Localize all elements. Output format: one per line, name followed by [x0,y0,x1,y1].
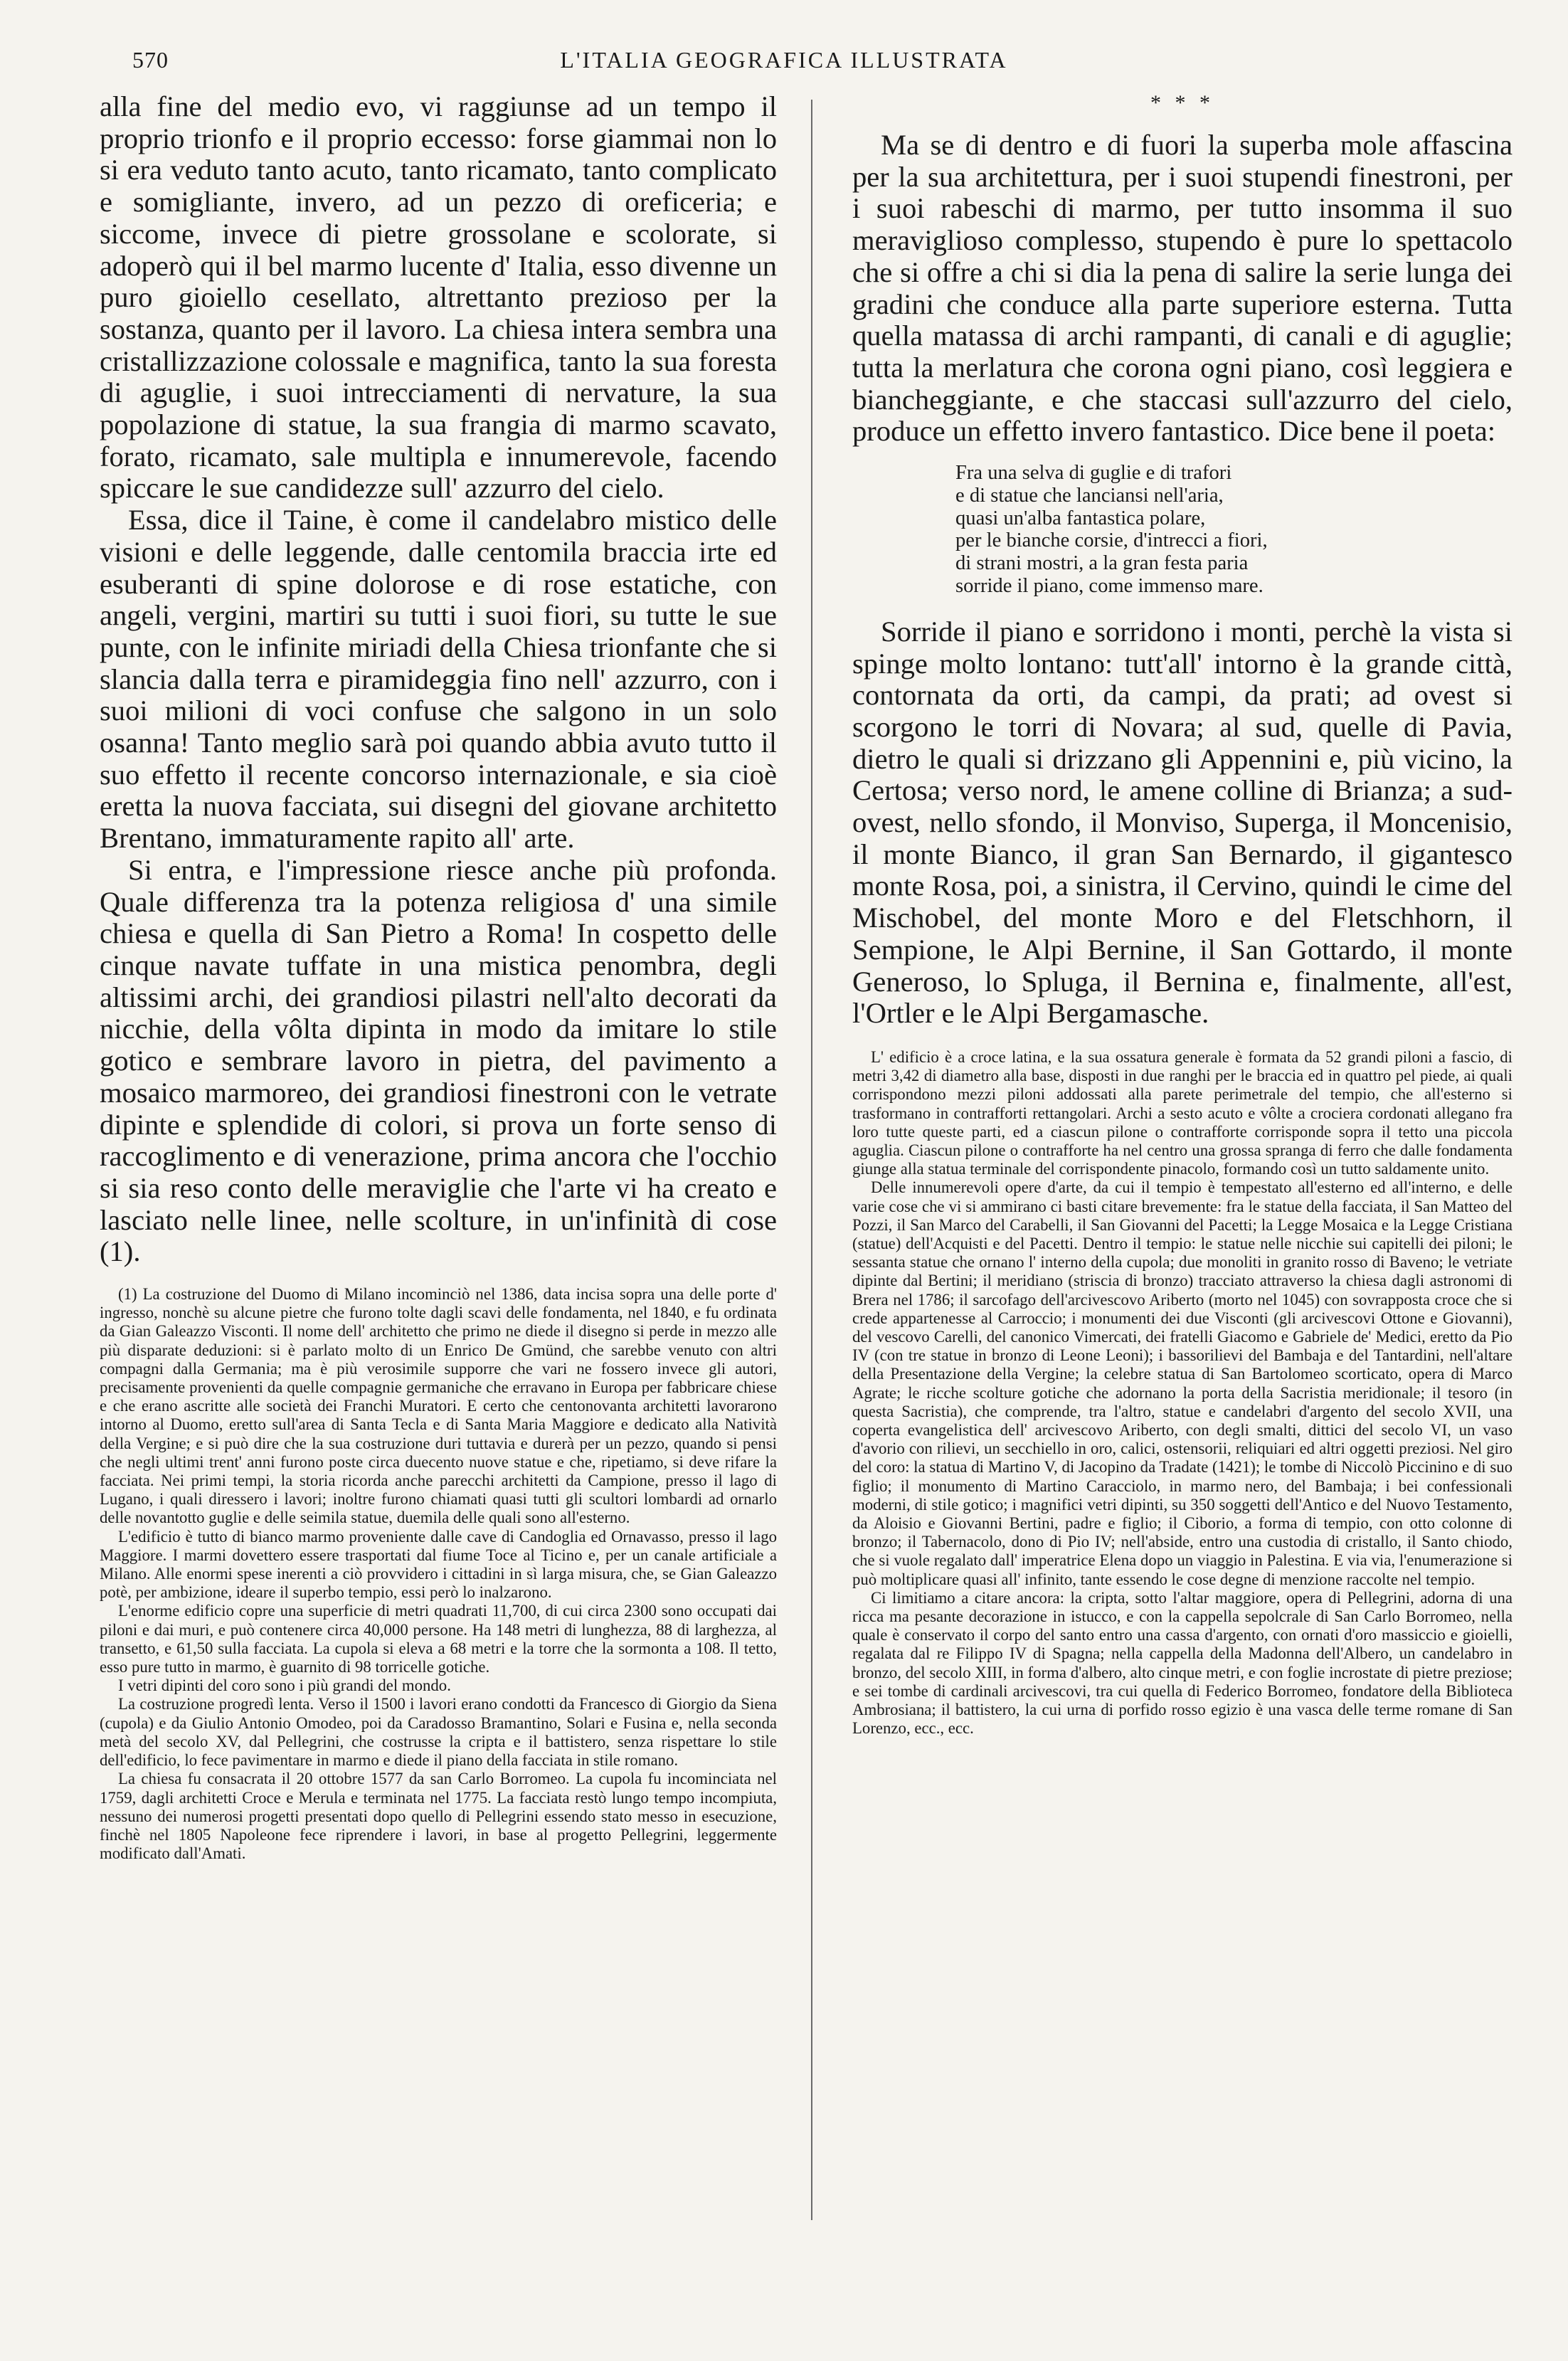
running-title: L'ITALIA GEOGRAFICA ILLUSTRATA [560,47,1008,73]
body-paragraph: alla fine del medio evo, vi raggiunse ad un tempo il proprio trionfo e il proprio eccesso: forse giammai non lo si era veduto tanto acuto, tanto ricamato, tanto complicato e somigliante, invero, ad un pezzo di oreficeria; e siccome, invece di pietre grossolane e scolorate, si adoperò qui il bel marmo lucente d' Italia, esso divenne un puro gioiello cesellato, altrettanto prezioso per la sostanza, quanto per il lavoro. La chiesa intera sembra una cristallizzazione colossale e magnifica, tanto la sua foresta di aguglie, i suoi intrecciamenti di nervature, la sua popolazione di statue, la sua frangia di marmo scavato, forato, ricamato, sale multipla e innumerevole, facendo spiccare le sue candidezze sull' azzurro del cielo. [100,91,777,505]
footnote-paragraph: Ci limitiamo a citare ancora: la cripta, sotto l'altar maggiore, opera di Pellegrini, adorna di una ricca ma pesante decorazione in istucco, e con la cappella sepolcrale di San Carlo Borromeo, nella quale è conservato il corpo del santo entro una cassa d'argento, con ornati d'oro massiccio e gioielli, regalata dal re Filippo IV di Spagna; nella cappella della Madonna dell'Albero, un candelabro in bronzo, del secolo XIII, in forma d'albero, alto cinque metri, e con foglie incrostate di pietre preziose; e sei tombe di cardinali arcivescovi, tra cui quella di Federico Borromeo, fondatore della Biblioteca Ambrosiana; il battistero, la cui urna di porfido rosso egizio è una vasca delle terme romane di San Lorenzo, ecc., ecc. [852,1588,1513,1738]
poem-line: Fra una selva di guglie e di trafori [955,462,1232,485]
body-paragraph: Ma se di dentro e di fuori la superba mole affascina per la sua architettura, per i suoi stupendi finestroni, per i suoi rabeschi di marmo, per tutto insomma il suo meraviglioso complesso, stupendo è pure lo spettacolo che si offre a chi si dia la pena di salire la serie lunga dei gradini che conduce alla parte superiore esterna. Tutta quella matassa di archi rampanti, di canali e di aguglie; tutta la merlatura che corona ogni piano, così leggiera e biancheggiante, e che staccasi sull'azzurro del cielo, produce un effetto invero fantastico. Dice bene il poeta: [852,129,1513,448]
right-footnotes [852,1048,1513,1738]
footnote-paragraph: L' edificio è a croce latina, e la sua ossatura generale è formata da 52 grandi piloni a fascio, di metri 3,42 di diametro alla base, disposti in due ranghi per le braccia ed in quattro pel piede, ai quali corrispondono mezzi piloni addossati alla parete perimetrale del tempio, che all'esterno si trasformano in contrafforti rettangolari. Archi a sesto acuto e vôlte a crociera cordonati allegano fra loro tutte queste parti, ed a ciascun pilone o contrafforte corrisponde sopra il tetto una piccola aguglia. Ciascun pilone o contrafforte ha nel centro una grossa spranga di ferro che dalle fondamenta giunge alla statua terminale del corrispondente pinacolo, formando così un tutto saldamente unito. [852,1047,1513,1178]
page-number: 570 [132,47,169,73]
poem-line: quasi un'alba fantastica polare, [955,507,1206,529]
poem-line: di strani mostri, a la gran festa paria [955,552,1249,575]
poem-quote [955,462,1513,598]
body-paragraph: Essa, dice il Taine, è come il candelabro mistico delle visioni e delle leggende, dalle centomila braccia irte ed esuberanti di spine dolorose e di rose estatiche, con angeli, vergini, martiri su tutti i suoi fiori, su tutte le sue punte, con le infinite miriadi della Chiesa trionfante che si slancia dalla terra e piramideggia fino nell' azzurro, con i suoi milioni di voci confuse che salgono in un solo osanna! Tanto meglio sarà poi quando abbia avuto tutto il suo effetto il recente concorso internazionale, e sia cioè eretta la nuova facciata, sui disegni del giovane architetto Brentano, immaturamente rapito all' arte. [100,504,777,855]
body-paragraph: Sorride il piano e sorridono i monti, perchè la vista si spinge molto lontano: tutt'all' intorno è la grande città, contornata da orti, da campi, da prati; ad ovest si scorgono le torri di Novara; al sud, quelle di Pavia, dietro le quali si drizzano gli Appennini e, più vicino, la Certosa; verso nord, le amene colline di Brianza; a sud-ovest, nello sfondo, il Monviso, Superga, il Moncenisio, il monte Bianco, il gran San Bernardo, il gigantesco monte Rosa, poi, a sinistra, il Cervino, quindi le cime del Mischobel, del monte Moro e del Fletschhorn, il Sempione, le Alpi Bernine, il San Gottardo, il monte Generoso, lo Spluga, il Bernina e, finalmente, all'est, l'Ortler e le Alpi Bergamasche. [852,615,1513,1030]
left-column [100,91,777,2283]
footnote-paragraph: (1) La costruzione del Duomo di Milano incominciò nel 1386, data incisa sopra una delle porte d' ingresso, nonchè su alcune pietre che furono tolte dagli scavi delle fondamenta, nel 1840, e fu ordinata da Gian Galeazzo Visconti. Il nome dell' architetto che primo ne diede il disegno si perde in mezzo alle più disparate deduzioni: si è parlato molto di un Enrico De Gmünd, che sarebbe venuto con altri compagni dalla Germania; ma è più verosimile supporre che vari ne fossero invece gli autori, precisamente provenienti da quelle compagnie germaniche che erravano in Europa per fabbricare chiese e che erano ascritte alle società dei Franchi Muratori. E certo che centonovanta architetti lavorarono intorno al Duomo, eretto sull'area di Santa Tecla e di Santa Maria Maggiore e dedicato alla Natività della Vergine; e si può dire che la sua costruzione duri tuttavia e durerà per un pezzo, quando si pensi che negli ultimi trent' anni furono poste circa duecento nuove statue e che, ripetiamo, si deve rifare la facciata. Nei primi tempi, la storia ricorda anche parecchi architetti da Campione, presso il lago di Lugano, i quali diressero i lavori; inoltre furono chiamati quasi tutti gli scultori lombardi ad ornarlo delle novantotto guglie e delle seimila statue, duemila delle quali sono all'esterno. [100,1285,777,1527]
poem-line: sorride il piano, come immenso mare. [955,575,1264,598]
left-body-text [100,91,777,1268]
footnote-paragraph: La chiesa fu consacrata il 20 ottobre 1577 da san Carlo Borromeo. La cupola fu incominciata nel 1759, dagli architetti Croce e Merula e terminata nel 1775. La facciata restò lungo tempo incompiuta, nessuno dei numerosi progetti presentati dopo quello di Pellegrini essendo stato messo in esecuzione, finchè nel 1805 Napoleone fece riprendere i lavori, in base al progetto Pellegrini, leggermente modificato dall'Amati. [100,1770,777,1863]
poem-line: e di statue che lanciansi nell'aria, [955,484,1224,507]
right-column [852,91,1513,2283]
footnote-paragraph: L'edificio è tutto di bianco marmo proveniente dalle cave di Candoglia ed Ornavasso, presso il lago Maggiore. I marmi dovettero essere trasportati dal fiume Toce al Ticino e, per un canale artificiale a Milano. Alle enormi spese inerenti a ciò provvidero i cittadini in sì larga misura, che, se Gian Galeazzo potè, per ambizione, ideare il superbo tempio, essi però lo inalzarono. [100,1527,777,1602]
poem-line: per le bianche corsie, d'intrecci a fiori, [955,529,1268,552]
body-paragraph: Si entra, e l'impressione riesce anche più profonda. Quale differenza tra la potenza religiosa d' una simile chiesa e quella di San Pietro a Roma! In cospetto delle cinque navate tuffate in una mistica penombra, degli altissimi archi, dei grandiosi pilastri nell'alto decorati da nicchie, della vôlta dipinta in modo da imitare lo stile gotico e sembrare lavoro in pietra, del pavimento a mosaico marmoreo, dei grandiosi finestroni con le vetrate dipinte e splendide di colori, si prova un forte senso di raccoglimento e di venerazione, prima ancora che l'occhio si sia reso conto delle meraviglie che l'arte vi ha creato e lasciato nelle linee, nelle scolture, in un'infinità di cose (1). [100,853,777,1268]
footnote-paragraph: Delle innumerevoli opere d'arte, da cui il tempio è tempestato all'esterno ed all'interno, e delle varie cose che vi si ammirano ci basti citare brevemente: fra le statue della facciata, il San Matteo del Pozzi, il San Marco del Carabelli, il San Giovanni del Pacetti; la Legge Mosaica e la Legge Cristiana (statue) dell'Acquisti e del Pacetti. Dentro il tempio: le statue nelle nicchie sui capitelli dei piloni; le sessanta statue che ornano l' interno della cupola; due monoliti in granito rosso di Baveno; le vetriate dipinte dal Bertini; il meridiano (striscia di bronzo) tracciato attraverso la chiesa dagli astronomi di Brera nel 1786; il sarcofago dell'arcivescovo Ariberto (morto nel 1045) con sovrapposta croce che si crede appartenesse al Carroccio; i monumenti dei due Visconti (gli arcivescovi Ottone e Giovanni), del vescovo Carelli, del canonico Vimercati, dei fratelli Giacomo e Gabriele de' Medici, eretto da Pio IV (con tre statue in bronzo di Leone Leoni); i bassorilievi del Bambaja e del Tantardini, nell'altare della Presentazione della Vergine; la celebre statua di San Bartolomeo scorticato, opera di Marco Agrate; le ricche scolture gotiche che adornano la porta della Sacristia meridionale; il tesoro (in questa Sacristia), che comprende, tra l'altro, statue e candelabri d'argento del secolo XVII, una coperta evangelistica dell' arcivescovo Ariberto, con degli smalti, dittici del secolo VI, un vaso d'avorio con rilievi, un secchiello in oro, calici, ostensorii, reliquiari ed altri oggetti preziosi. Nel giro del coro: la statua di Martino V, di Jacopino da Tradate (1421); le tombe di Niccolò Piccinino e di suo figlio; il monumento di Martino Caracciolo, in marmo nero, del Bambaja; i bei confessionali moderni, di stile gotico; i magnifici vetri dipinti, su 350 soggetti dell'Antico e del Nuovo Testamento, da Aloisio e Giovanni Bertini, padre e figlio; il Ciborio, a forma di tempio, con otto colonne di bronzo; il Tabernacolo, dono di Pio IV; nell'abside, entro una custodia di cristallo, il Santo chiodo, che si vuole regalato dall' imperatrice Elena dopo un viaggio in Palestina. E via via, l'enumerazione si può moltiplicare quasi all' infinito, tante essendo le cose degne di menzione raccolte nel tempio. [852,1178,1513,1588]
column-divider [811,100,812,2220]
section-separator: * * * [1150,91,1214,115]
right-body-text [852,130,1513,448]
footnote-paragraph: L'enorme edificio copre una superficie di metri quadrati 11,700, di cui circa 2300 sono occupati dai piloni e dai muri, e può contenere circa 40,000 persone. Ha 148 metri di lunghezza, 88 di larghezza, al transetto, e 61,50 sulla facciata. La cupola si eleva a 68 metri e la torre che la sormonta a 108. Il tetto, esso pure tutto in marmo, è guarnito di 98 torricelle gotiche. [100,1602,777,1676]
footnote-paragraph: La costruzione progredì lenta. Verso il 1500 i lavori erano condotti da Francesco di Giorgio da Siena (cupola) e da Giulio Antonio Omodeo, poi da Caradosso Bramantino, Solari e Fusina e, nella seconda metà del secolo XV, dal Pellegrini, che costrusse la cripta e il battistero, senza rispettare lo stile dell'edificio, lo fece pavimentare in marmo e diede il piano della facciata in stile romano. [100,1695,777,1770]
right-body-text-2 [852,616,1513,1030]
footnote-paragraph: I vetri dipinti del coro sono i più grandi del mondo. [118,1676,451,1695]
page-header [0,47,1568,83]
left-footnotes [100,1285,777,1863]
